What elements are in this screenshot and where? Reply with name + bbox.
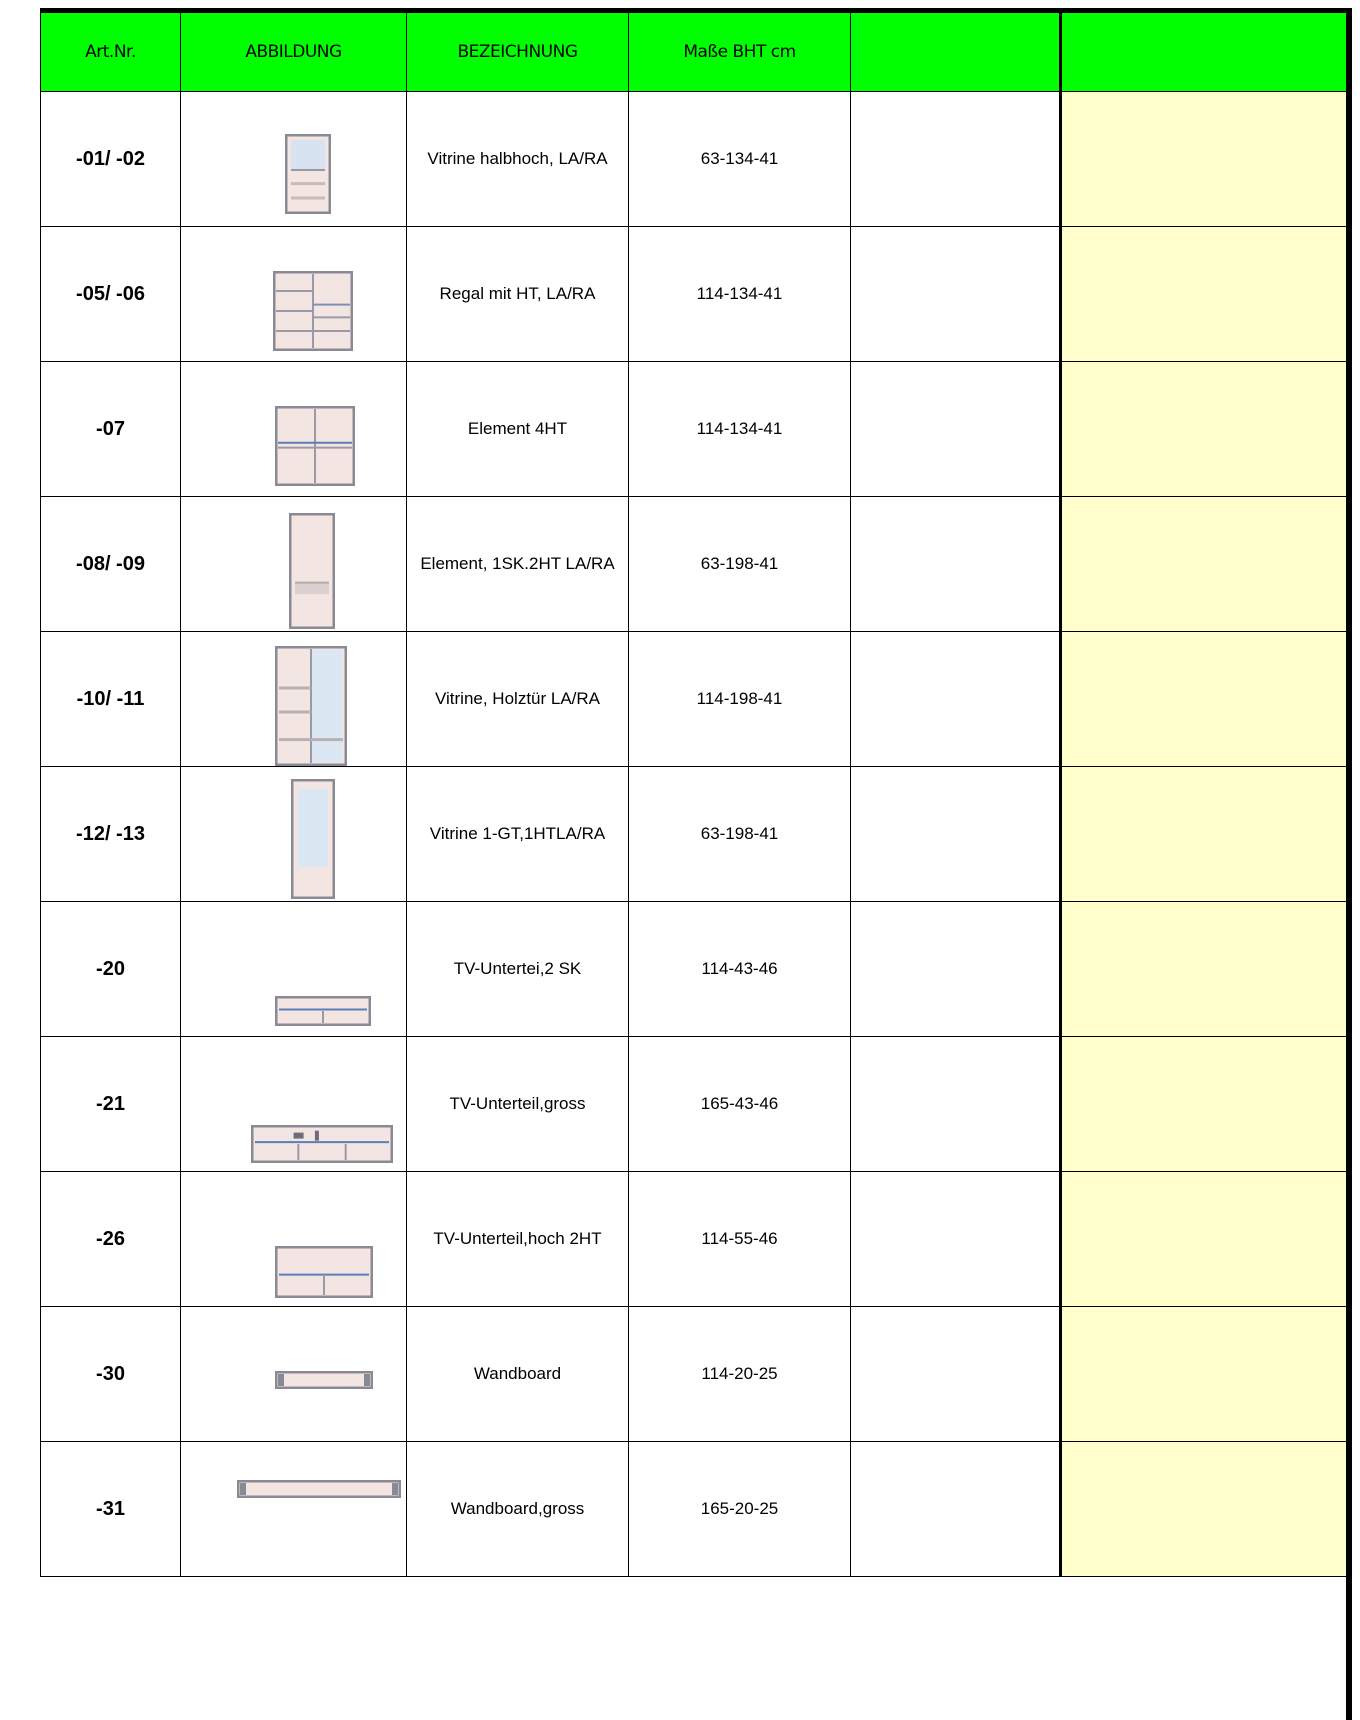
empty-cell xyxy=(851,92,1061,227)
table-row xyxy=(41,227,1347,362)
image-cell xyxy=(181,1172,407,1307)
highlight-cell xyxy=(1061,1442,1347,1577)
glass-door-vitrine-icon xyxy=(181,767,406,901)
dimensions-cell: 114-55-46 xyxy=(629,1172,851,1307)
description-cell: TV-Untertei,2 SK xyxy=(407,902,629,1037)
empty-cell xyxy=(851,1307,1061,1442)
tv-unit-icon xyxy=(181,902,406,1036)
empty-cell xyxy=(851,227,1061,362)
header-empty-2 xyxy=(1061,13,1347,92)
description-cell: Element 4HT xyxy=(407,362,629,497)
tall-element-icon xyxy=(181,497,406,631)
table-row xyxy=(41,497,1347,632)
half-height-vitrine-icon xyxy=(181,92,406,226)
art-nr-cell: -12/ -13 xyxy=(41,767,181,902)
art-nr-cell: -20 xyxy=(41,902,181,1037)
description-cell: TV-Unterteil,gross xyxy=(407,1037,629,1172)
image-cell xyxy=(181,767,407,902)
description-cell: Vitrine, Holztür LA/RA xyxy=(407,632,629,767)
article-table xyxy=(40,12,1347,1577)
table-row xyxy=(41,1172,1347,1307)
description-cell: TV-Unterteil,hoch 2HT xyxy=(407,1172,629,1307)
art-nr-cell: -05/ -06 xyxy=(41,227,181,362)
highlight-cell xyxy=(1061,1037,1347,1172)
highlight-cell xyxy=(1061,362,1347,497)
image-cell xyxy=(181,1442,407,1577)
image-cell xyxy=(181,1037,407,1172)
table-row xyxy=(41,1037,1347,1172)
empty-cell xyxy=(851,632,1061,767)
image-cell xyxy=(181,497,407,632)
art-nr-cell: -01/ -02 xyxy=(41,92,181,227)
description-cell: Element, 1SK.2HT LA/RA xyxy=(407,497,629,632)
dimensions-cell: 63-198-41 xyxy=(629,767,851,902)
image-cell xyxy=(181,902,407,1037)
highlight-cell xyxy=(1061,227,1347,362)
highlight-cell xyxy=(1061,1307,1347,1442)
highlight-cell xyxy=(1061,92,1347,227)
empty-cell xyxy=(851,362,1061,497)
header-bezeichnung: BEZEICHNUNG xyxy=(407,13,629,92)
header-empty-1 xyxy=(851,13,1061,92)
header-masse: Maße BHT cm xyxy=(629,13,851,92)
image-cell xyxy=(181,1307,407,1442)
shelf-with-door-icon xyxy=(181,227,406,361)
table-row xyxy=(41,767,1347,902)
highlight-cell xyxy=(1061,632,1347,767)
dimensions-cell: 63-198-41 xyxy=(629,497,851,632)
empty-cell xyxy=(851,1037,1061,1172)
dimensions-cell: 165-43-46 xyxy=(629,1037,851,1172)
art-nr-cell: -10/ -11 xyxy=(41,632,181,767)
art-nr-cell: -26 xyxy=(41,1172,181,1307)
description-cell: Wandboard,gross xyxy=(407,1442,629,1577)
art-nr-cell: -30 xyxy=(41,1307,181,1442)
table-row xyxy=(41,1442,1347,1577)
highlight-cell xyxy=(1061,902,1347,1037)
dimensions-cell: 114-134-41 xyxy=(629,227,851,362)
description-cell: Vitrine 1-GT,1HTLA/RA xyxy=(407,767,629,902)
art-nr-cell: -21 xyxy=(41,1037,181,1172)
table-row xyxy=(41,362,1347,497)
four-door-element-icon xyxy=(181,362,406,496)
dimensions-cell: 114-43-46 xyxy=(629,902,851,1037)
highlight-cell xyxy=(1061,767,1347,902)
empty-cell xyxy=(851,902,1061,1037)
image-cell xyxy=(181,227,407,362)
description-cell: Wandboard xyxy=(407,1307,629,1442)
image-cell xyxy=(181,362,407,497)
dimensions-cell: 165-20-25 xyxy=(629,1442,851,1577)
wall-board-large-icon xyxy=(181,1442,406,1576)
dimensions-cell: 63-134-41 xyxy=(629,92,851,227)
empty-cell xyxy=(851,1442,1061,1577)
description-cell: Vitrine halbhoch, LA/RA xyxy=(407,92,629,227)
art-nr-cell: -31 xyxy=(41,1442,181,1577)
empty-cell xyxy=(851,1172,1061,1307)
table-row xyxy=(41,92,1347,227)
table-row xyxy=(41,632,1347,767)
dimensions-cell: 114-20-25 xyxy=(629,1307,851,1442)
highlight-cell xyxy=(1061,1172,1347,1307)
art-nr-cell: -08/ -09 xyxy=(41,497,181,632)
image-cell xyxy=(181,632,407,767)
highlight-cell xyxy=(1061,497,1347,632)
table-row xyxy=(41,1307,1347,1442)
header-art-nr: Art.Nr. xyxy=(41,13,181,92)
header-abbildung: ABBILDUNG xyxy=(181,13,407,92)
wall-board-icon xyxy=(181,1307,406,1441)
tv-unit-high-icon xyxy=(181,1172,406,1306)
table-header-row xyxy=(41,13,1347,92)
dimensions-cell: 114-198-41 xyxy=(629,632,851,767)
empty-cell xyxy=(851,767,1061,902)
description-cell: Regal mit HT, LA/RA xyxy=(407,227,629,362)
table-row xyxy=(41,902,1347,1037)
image-cell xyxy=(181,92,407,227)
art-nr-cell: -07 xyxy=(41,362,181,497)
dimensions-cell: 114-134-41 xyxy=(629,362,851,497)
tv-unit-large-icon xyxy=(181,1037,406,1171)
wide-vitrine-icon xyxy=(181,632,406,766)
empty-cell xyxy=(851,497,1061,632)
